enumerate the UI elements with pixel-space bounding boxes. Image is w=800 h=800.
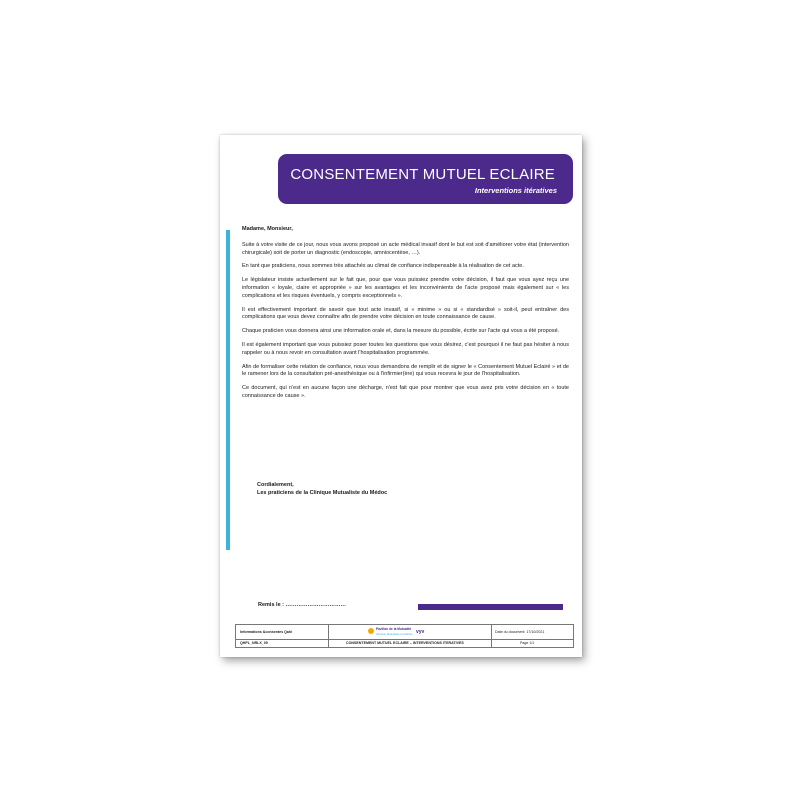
remis-le-field: Remis le : …………………………… (258, 602, 347, 608)
footer-page-number: Page 1/1 (520, 641, 535, 645)
bottom-accent-bar (418, 604, 563, 610)
letter-paragraph: En tant que praticiens, nous sommes très attachés au climat de confiance indispensable à la réalisation de cet acte. (242, 263, 524, 270)
letter-paragraph: Chaque praticien vous donnera ainsi une information orale et, dans la mesure du possible, écrite sur l'acte qui vous a été proposé. (242, 328, 560, 335)
letter-body (242, 226, 569, 407)
document-title: CONSENTEMENT MUTUEL ECLAIRE (290, 166, 555, 183)
footer-doc-title: CONSENTEMENT MUTUEL ECLAIRE – INTERVENTIONS ITERATIVES (346, 641, 464, 645)
footer-divider (491, 625, 492, 647)
logo-text-line1: Pavillon de la Mutualité (376, 627, 412, 631)
footer-divider (236, 639, 573, 640)
side-accent-bar (226, 230, 230, 550)
logo-text-line2: Clinique Mutualiste du Médoc (376, 632, 413, 636)
letter-paragraph: Afin de formaliser cette relation de confiance, nous vous demandons de remplir et de signer le « Consentement Mutuel Eclairé » et de le ramener lors de la consultation pré-anesthésique ou à l'infirmier(ère) qui vous recevra le jour de l'hospitalisation. (242, 363, 569, 378)
letter-paragraph: Suite à votre visite de ce jour, nous vous avons proposé un acte médical invasif dont le but est soit d'améliorer votre état (intervention chirurgicale) soit de porter un diagnostic (endoscopie, amniocentèse, …). (242, 241, 569, 256)
sun-logo-icon (368, 628, 374, 634)
letter-paragraph: Le législateur insiste actuellement sur le fait que, pour que vous puissiez prendre votre décision, il faut que vous ayez reçu une information « loyale, claire et appropriée » sur les avantages et les inconvénients de l'acte proposé mais également sur « les complications et les risques éventuels, y compris exceptionnels ». (242, 277, 569, 299)
document-footer (235, 624, 574, 648)
letter-closing (257, 482, 387, 498)
title-banner (278, 154, 573, 204)
closing-salutation: Cordialement, (257, 482, 294, 488)
document-subtitle: Interventions itératives (474, 186, 557, 195)
footer-info-label: Informations &consentes Qahl (240, 630, 293, 634)
footer-doc-date: Date du document: 17/10/2021 (495, 630, 545, 634)
letter-greeting: Madame, Monsieur, (242, 226, 293, 232)
footer-logo (368, 627, 436, 638)
footer-doc-code: QHPL_NRLX_09 (240, 641, 268, 645)
letter-paragraph: Il est effectivement important de savoir que tout acte invasif, si « minime » ou si « standardisé » soit-il, peut entraîner des complications que vous devez connaître afin de prendre votre décision en toute connaissance de cause. (242, 306, 569, 321)
letter-paragraph: Ce document, qui n'est en aucune façon une décharge, n'est fait que pour montrer que vous avez pris votre décision en « toute connaissance de cause ». (242, 385, 569, 399)
footer-divider (328, 625, 329, 647)
closing-signatory: Les praticiens de la Clinique Mutualiste du Médoc (257, 489, 388, 496)
letter-paragraph: Il est également important que vous puissiez poser toutes les questions que vous désirez, c'est pourquoi il ne faut pas hésiter à nous rappeler ou à nous revoir en consultation avant l'hospitalisation programmée. (242, 341, 569, 356)
vyv-logo: vyv (416, 629, 425, 635)
document-page (220, 135, 582, 657)
